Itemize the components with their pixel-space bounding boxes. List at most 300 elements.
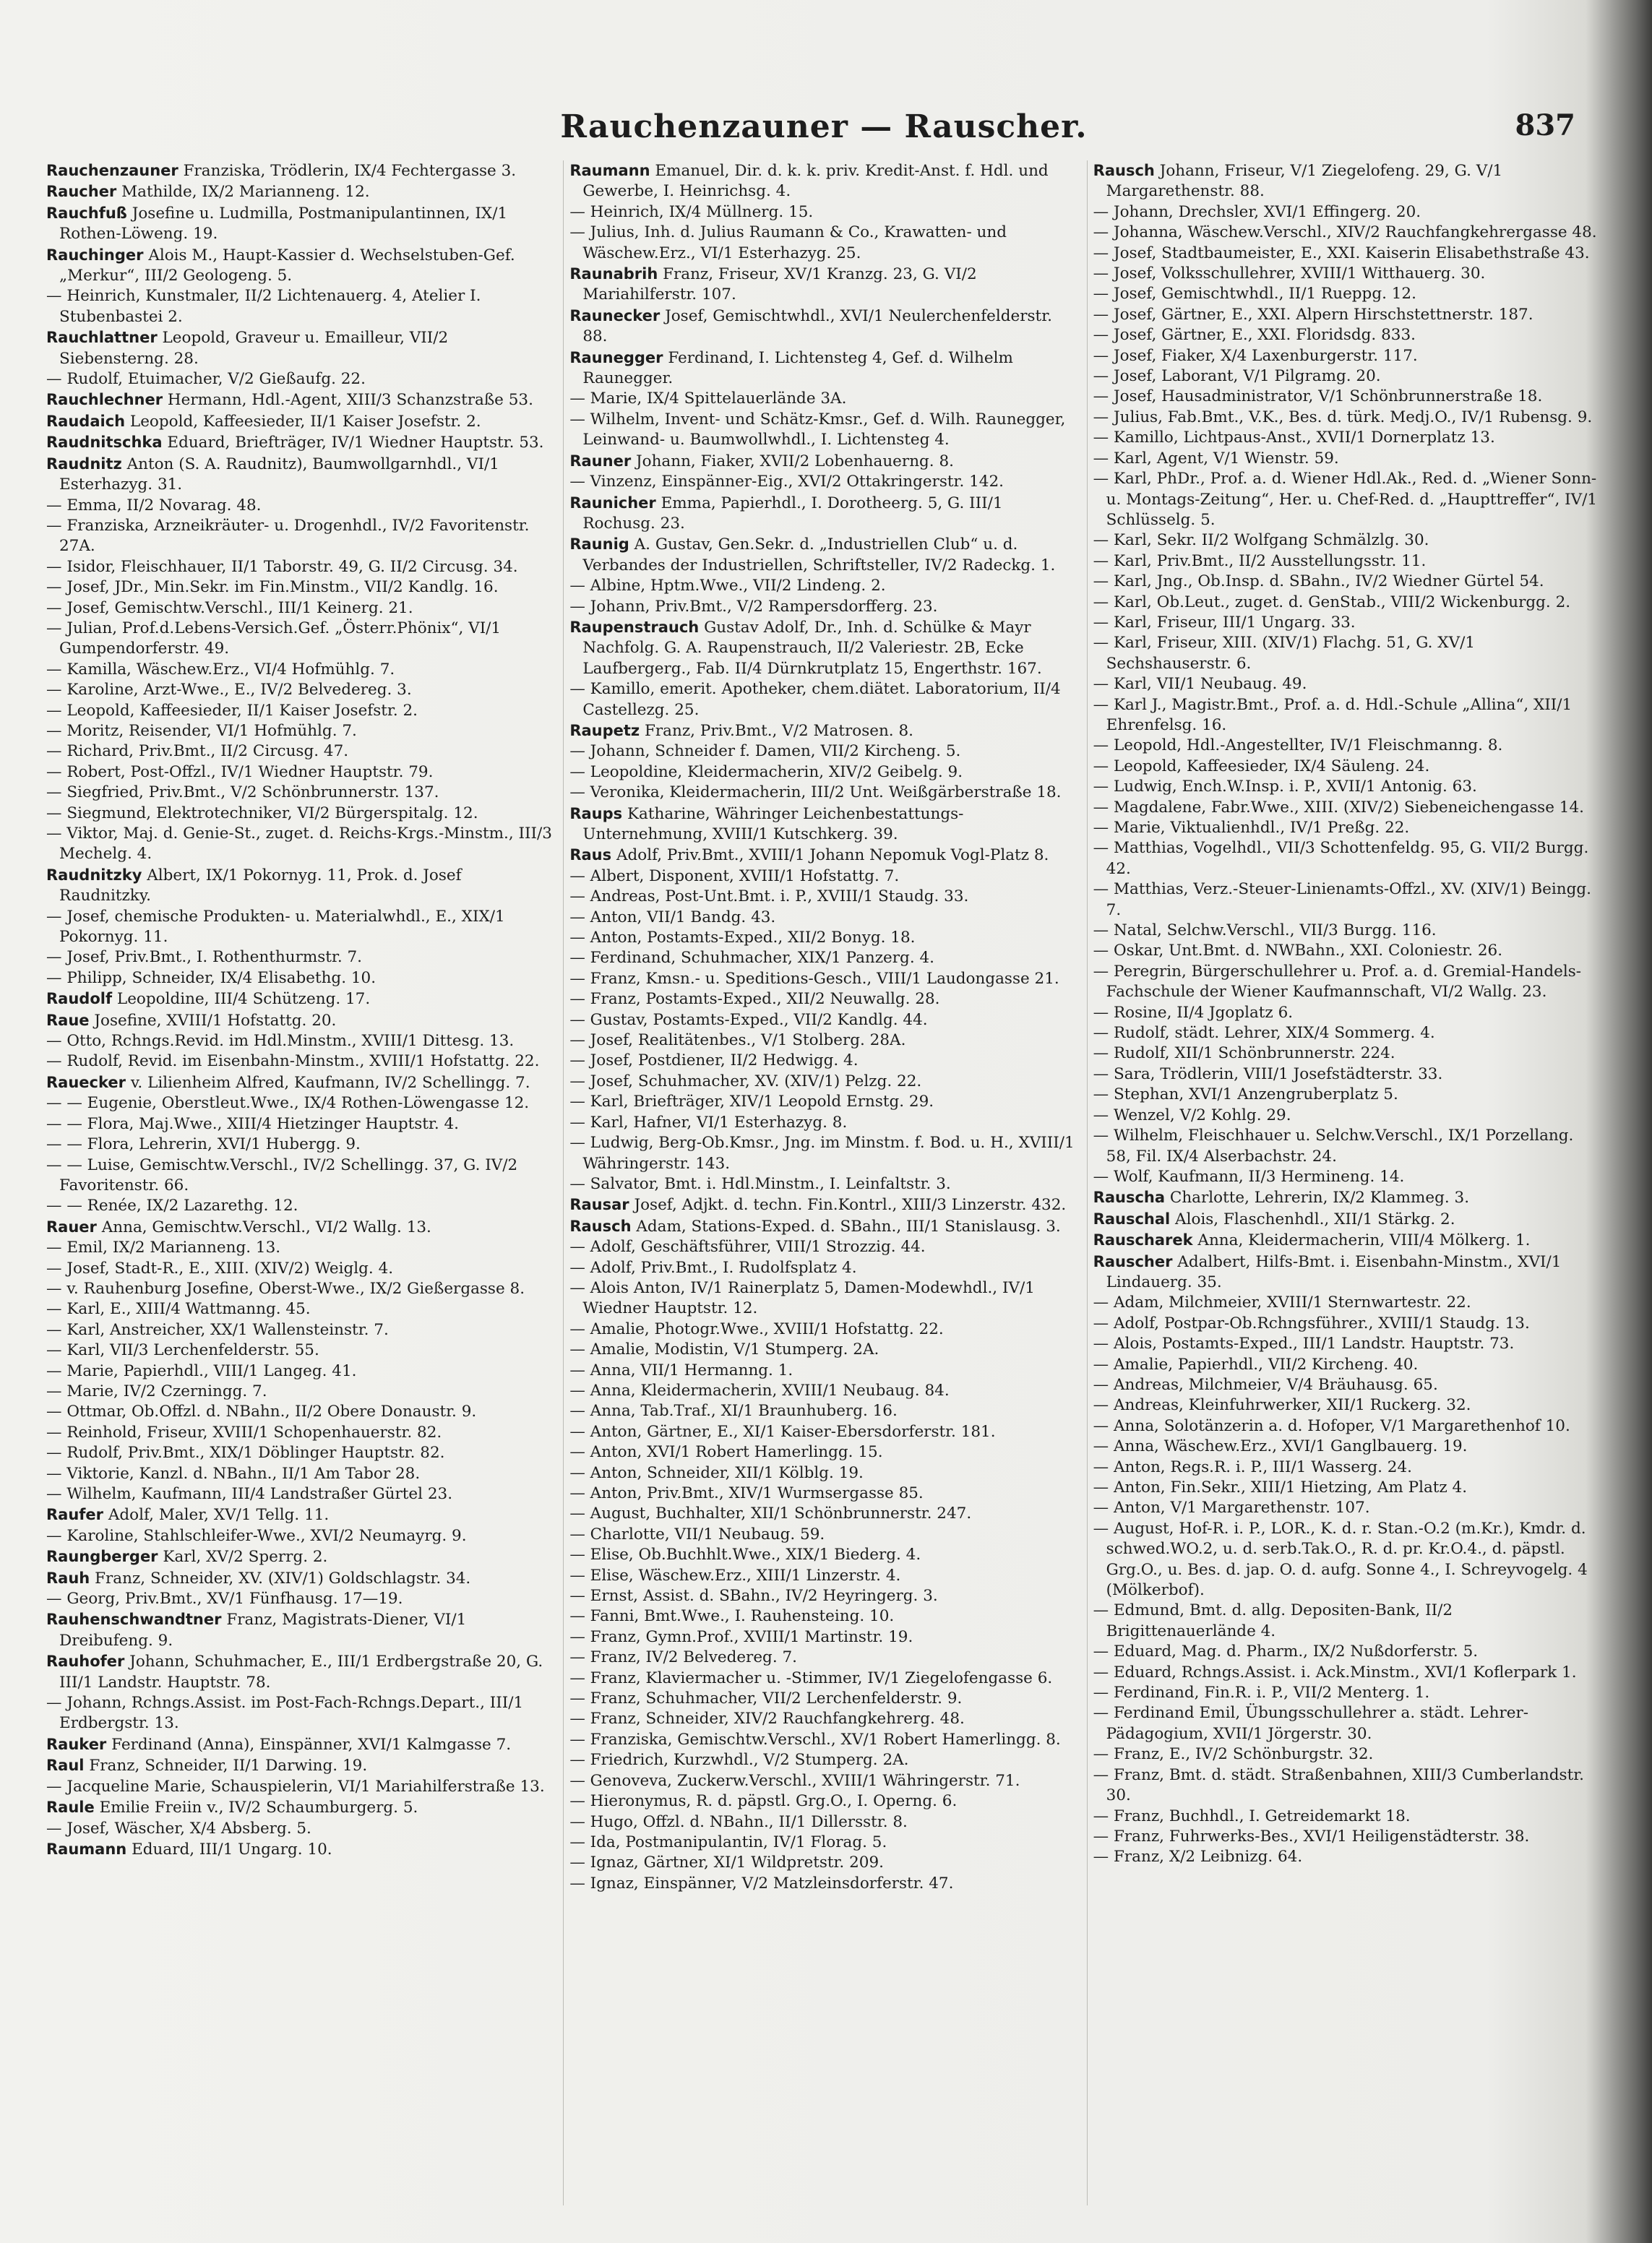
entry-details: — Elise, Wäschew.Erz., XIII/1 Linzerstr. 4. (569, 1566, 901, 1585)
entry-details: — Anton, Priv.Bmt., XIV/1 Wurmsergasse 85. (569, 1484, 924, 1502)
entry-details: — Karl, Friseur, XIII. (XIV/1) Flachg. 51, G. XV/1 Sechshauserstr. 6. (1093, 634, 1476, 673)
entry-details: Ferdinand (Anna), Einspänner, XVI/1 Kalmgasse 7. (106, 1735, 512, 1754)
entry-details: — Salvator, Bmt. i. Hdl.Minstm., I. Leinfaltstr. 3. (569, 1174, 951, 1193)
entry-surname: Raudaich (46, 412, 126, 430)
directory-entry (46, 1609, 553, 1651)
entry-details: Ferdinand, I. Lichtensteg 4, Gef. d. Wilhelm Raunegger. (582, 348, 1013, 388)
entry-details: — Isidor, Fleischhauer, II/1 Taborstr. 49, G. II/2 Circusg. 34. (46, 557, 518, 576)
entry-details: — Ida, Postmanipulantin, IV/1 Florag. 5. (569, 1833, 887, 1851)
entry-details: Adam, Stations-Exped. d. SBahn., III/1 Stanislausg. 3. (631, 1217, 1061, 1236)
directory-entry (569, 1689, 1076, 1709)
directory-entry (569, 1833, 1076, 1853)
entry-details: — Karl, Anstreicher, XX/1 Wallensteinstr. 7. (46, 1320, 389, 1339)
entry-details: — Anton, Regs.R. i. P., III/1 Wasserg. 24. (1093, 1458, 1412, 1476)
entry-details: Franz, Friseur, XV/1 Kranzg. 23, G. VI/2 Mariahilferstr. 107. (582, 265, 977, 304)
directory-entry (1093, 1847, 1600, 1867)
entry-details: — Emil, IX/2 Marianneng. 13. (46, 1239, 281, 1257)
entry-details: — Karl, Agent, V/1 Wienstr. 59. (1093, 449, 1339, 468)
entry-details: — Rudolf, Priv.Bmt., XIX/1 Döblinger Hauptstr. 82. (46, 1444, 445, 1463)
entry-details: — Josef, Gärtner, E., XXI. Alpern Hirschstettnerstr. 187. (1093, 305, 1533, 324)
entry-details: — Anna, VII/1 Hermanng. 1. (569, 1361, 793, 1379)
entry-details: v. Lilienheim Alfred, Kaufmann, IV/2 Schellingg. 7. (125, 1073, 530, 1092)
directory-entry (46, 1155, 553, 1197)
directory-entry (1093, 1355, 1600, 1375)
entry-details: Gustav Adolf, Dr., Inh. d. Schülke & Mayr Nachfolg. G. A. Raupenstrauch, II/2 Valeriestr. 2B, Ecke Laufbergerg., Fab. II/4 Dürnkrutplatz 15, Engerthstr. 167. (582, 618, 1042, 678)
entry-details: — Julius, Inh. d. Julius Raumann & Co., Krawatten- und Wäschew.Erz., VI/1 Esterhazyg. 25. (569, 223, 1007, 262)
directory-entry (46, 1734, 553, 1755)
entry-details: — Matthias, Vogelhdl., VII/3 Schottenfeldg. 95, G. VII/2 Burgg. 42. (1093, 839, 1589, 878)
directory-entry (1093, 244, 1600, 264)
entry-details: — Ludwig, Berg-Ob.Kmsr., Jng. im Minstm. f. Bod. u. H., XVIII/1 Währingerstr. 143. (569, 1134, 1075, 1173)
entry-details: Franz, Schneider, XV. (XIV/1) Goldschlagstr. 34. (90, 1569, 471, 1588)
entry-details: — August, Hof-R. i. P., LOR., K. d. r. Stan.-O.2 (m.Kr.), Kmdr. d. schwed.WO.2, u. d. serb.Tak.O., R. d. pr. Kr.O.4., d. päpstl. Grg.O., u. Bes. d. jap. O. d. aufg. Sonne 4., I. Schreyvogelg. 4 (Mölkerbof). (1093, 1519, 1588, 1600)
entry-details: — Karl, Briefträger, XIV/1 Leopold Ernstg. 29. (569, 1093, 934, 1111)
entry-details: — Amalie, Photogr.Wwe., XVIII/1 Hofstattg. 22. (569, 1319, 944, 1338)
directory-entry (569, 1484, 1076, 1504)
entry-surname: Raunegger (569, 348, 663, 366)
directory-entry (1093, 593, 1600, 613)
directory-entry (1093, 469, 1600, 530)
directory-entry (569, 1030, 1076, 1051)
directory-entry (569, 1174, 1076, 1194)
directory-entry (1093, 1642, 1600, 1662)
entry-details: — Anton, Fin.Sekr., XIII/1 Hietzing, Am Platz 4. (1093, 1478, 1468, 1497)
entry-details: — Josef, Stadt-R., E., XIII. (XIV/2) Weiglg. 4. (46, 1259, 394, 1278)
entry-details: — Kamillo, Lichtpaus-Anst., XVII/1 Dornerplatz 13. (1093, 429, 1495, 447)
entry-details: — Josef, Postdiener, II/2 Hedwigg. 4. (569, 1051, 859, 1070)
entry-details: — Karl, Hafner, VI/1 Esterhazyg. 8. (569, 1113, 848, 1132)
directory-entry (46, 496, 553, 516)
entry-details: — Richard, Priv.Bmt., II/2 Circusg. 47. (46, 742, 349, 761)
column-middle (563, 160, 1076, 2205)
entry-details: — Edmund, Bmt. d. allg. Depositen-Bank, II/2 Brigittenauerlände 4. (1093, 1601, 1453, 1640)
entry-details: — Elise, Ob.Buchhlt.Wwe., XIX/1 Biederg. 4. (569, 1546, 921, 1564)
entry-details: Johann, Friseur, V/1 Ziegelofeng. 29, G. V/1 Margarethenstr. 88. (1106, 162, 1503, 201)
directory-entry (46, 1839, 553, 1860)
directory-entry (1093, 1106, 1600, 1126)
entry-details: — Franz, E., IV/2 Schönburgstr. 32. (1093, 1745, 1374, 1764)
entry-details: — Heinrich, IX/4 Müllnerg. 15. (569, 202, 814, 221)
directory-entry (46, 598, 553, 619)
directory-entry (46, 160, 553, 181)
entry-details: — Robert, Post-Offzl., IV/1 Wiedner Hauptstr. 79. (46, 762, 434, 781)
directory-entry (1093, 1663, 1600, 1683)
directory-entry (46, 1819, 553, 1839)
entry-surname: Rauchlattner (46, 329, 158, 347)
entry-details: — Franz, X/2 Leibnizg. 64. (1093, 1848, 1303, 1867)
entry-details: — Stephan, XVI/1 Anzengruberplatz 5. (1093, 1085, 1398, 1104)
entry-details: — Johann, Drechsler, XVI/1 Effingerg. 20. (1093, 202, 1421, 221)
directory-entry (569, 783, 1076, 803)
entry-details: Franz, Schneider, II/1 Darwing. 19. (84, 1757, 368, 1775)
entry-details: — Georg, Priv.Bmt., XV/1 Fünfhausg. 17—19. (46, 1590, 403, 1609)
directory-entry (1093, 346, 1600, 366)
entry-surname: Raudnitz (46, 455, 122, 473)
directory-entry (1093, 1375, 1600, 1395)
directory-entry (569, 1258, 1076, 1278)
directory-entry (569, 410, 1076, 451)
directory-entry (46, 701, 553, 721)
entry-details: Karl, XV/2 Sperrg. 2. (158, 1548, 328, 1567)
directory-entry (46, 1777, 553, 1797)
directory-entry (1093, 695, 1600, 736)
directory-entry (569, 1586, 1076, 1606)
entry-details: — Karl, PhDr., Prof. a. d. Wiener Hdl.Ak., Red. d. „Wiener Sonn- u. Montags-Zeitung“, Her. u. Chef-Red. d. „Haupttreffer“, IV/1 Schlüsselg. 5. (1093, 470, 1598, 529)
entry-details: — Josef, Laborant, V/1 Pilgramg. 20. (1093, 367, 1381, 386)
entry-details: — Amalie, Papierhdl., VII/2 Kircheng. 40. (1093, 1355, 1419, 1374)
directory-entry (1093, 530, 1600, 551)
directory-entry (46, 369, 553, 389)
entry-details: Franz, Priv.Bmt., V/2 Matrosen. 8. (640, 721, 913, 740)
directory-entry (1093, 1043, 1600, 1064)
entry-details: Leopold, Kaffeesieder, II/1 Kaiser Josefstr. 2. (125, 412, 481, 431)
entry-details: — Gustav, Postamts-Exped., VII/2 Kandlg. 44. (569, 1010, 928, 1029)
entry-details: — — Luise, Gemischtw.Verschl., IV/2 Schellingg. 37, G. IV/2 Favoritenstr. 66. (46, 1155, 518, 1194)
directory-entry (569, 1401, 1076, 1421)
entry-details: — Leopold, Kaffeesieder, II/1 Kaiser Josefstr. 2. (46, 701, 418, 720)
entry-details: — Karl, Friseur, III/1 Ungarg. 33. (1093, 613, 1356, 632)
directory-entry (46, 1010, 553, 1031)
entry-surname: Raupetz (569, 721, 640, 739)
entry-details: — Albine, Hptm.Wwe., VII/2 Lindeng. 2. (569, 577, 886, 595)
directory-entry (1093, 572, 1600, 592)
directory-entry (46, 286, 553, 327)
entry-details: Adolf, Maler, XV/1 Tellg. 11. (103, 1506, 330, 1525)
directory-entry (569, 160, 1076, 202)
entry-details: — Anna, Wäschew.Erz., XVI/1 Ganglbauerg. 19. (1093, 1437, 1468, 1456)
directory-entry (1093, 757, 1600, 777)
entry-details: — Anton, V/1 Margarethenstr. 107. (1093, 1499, 1370, 1517)
entry-details: — Franz, Buchhdl., I. Getreidemarkt 18. (1093, 1807, 1411, 1825)
directory-entry (46, 721, 553, 741)
entry-details: Anna, Gemischtw.Verschl., VI/2 Wallg. 13. (96, 1218, 431, 1236)
directory-entry (46, 516, 553, 557)
directory-entry (46, 411, 553, 432)
directory-entry (1093, 1003, 1600, 1023)
directory-entry (1093, 1601, 1600, 1642)
directory-entry (1093, 633, 1600, 674)
entry-details: — Karl, Sekr. II/2 Wolfgang Schmälzlg. 30. (1093, 531, 1429, 550)
directory-entry (569, 1133, 1076, 1174)
entry-details: — Viktorie, Kanzl. d. NBahn., II/1 Am Tabor 28. (46, 1464, 421, 1483)
directory-entry (1093, 202, 1600, 223)
directory-entry (1093, 284, 1600, 304)
directory-entry (1093, 1126, 1600, 1167)
directory-entry (46, 660, 553, 680)
directory-entry (569, 451, 1076, 472)
directory-entry (46, 865, 553, 907)
entry-details: — Franz, Kmsn.- u. Speditions-Gesch., VIII/1 Laudongasse 21. (569, 969, 1059, 988)
directory-entry (569, 1442, 1076, 1463)
directory-entry (1093, 1498, 1600, 1518)
directory-entry (569, 1194, 1076, 1215)
entry-details: — Andreas, Kleinfuhrwerker, XII/1 Ruckerg. 32. (1093, 1396, 1471, 1415)
directory-entry (46, 1196, 553, 1216)
directory-entry (46, 619, 553, 660)
entry-details: — Johann, Rchngs.Assist. im Post-Fach-Rchngs.Depart., III/1 Erdbergstr. 13. (46, 1694, 524, 1733)
entry-details: — Julian, Prof.d.Lebens-Versich.Gef. „Österr.Phönix“, VI/1 Gumpendorferstr. 49. (46, 619, 502, 658)
entry-surname: Raups (569, 804, 623, 822)
directory-entry (569, 845, 1076, 866)
entry-details: — Leopold, Kaffeesieder, IX/4 Säuleng. 24. (1093, 757, 1430, 775)
directory-entry (46, 1526, 553, 1546)
column-left (46, 160, 553, 2205)
entry-details: — Karl, VII/1 Neubaug. 49. (1093, 675, 1307, 694)
entry-details: — Ottmar, Ob.Offzl. d. NBahn., II/2 Obere Donaustr. 9. (46, 1403, 477, 1421)
entry-surname: Raue (46, 1011, 90, 1029)
entry-surname: Rauchenzauner (46, 162, 178, 179)
entry-details: — Josef, Schuhmacher, XV. (XIV/1) Pelzg. 22. (569, 1072, 922, 1090)
directory-entry (569, 1072, 1076, 1092)
entry-surname: Raudnitzky (46, 866, 142, 884)
directory-entry (46, 1797, 553, 1818)
entry-details: — Franz, Gymn.Prof., XVIII/1 Martinstr. 19. (569, 1627, 913, 1646)
directory-entry (46, 1259, 553, 1279)
directory-entry (569, 1463, 1076, 1484)
directory-entry (46, 680, 553, 700)
entry-details: — Franz, Fuhrwerks-Bes., XVI/1 Heiligenstädterstr. 38. (1093, 1827, 1530, 1846)
directory-entry (1093, 1807, 1600, 1827)
entry-details: — Karl, Priv.Bmt., II/2 Ausstellungsstr. 11. (1093, 551, 1427, 570)
entry-details: — Josef, Wäscher, X/4 Absberg. 5. (46, 1819, 311, 1838)
entry-details: Albert, IX/1 Pokornyg. 11, Prok. d. Josef Raudnitzky. (59, 866, 462, 905)
entry-surname: Raul (46, 1757, 85, 1775)
entry-details: Franziska, Trödlerin, IX/4 Fechtergasse 3. (178, 162, 517, 180)
directory-entry (1093, 1209, 1600, 1230)
directory-entry (569, 1361, 1076, 1381)
directory-entry (1093, 1023, 1600, 1043)
entry-details: — Anna, Kleidermacherin, XVIII/1 Neubaug. 84. (569, 1381, 950, 1400)
entry-details: — Josef, Hausadministrator, V/1 Schönbrunnerstraße 18. (1093, 387, 1543, 406)
entry-surname: Raunecker (569, 306, 661, 324)
directory-entry (569, 264, 1076, 306)
page-number: 837 (1515, 108, 1575, 142)
directory-entry (46, 989, 553, 1009)
entry-details: — Andreas, Post-Unt.Bmt. i. P., XVIII/1 Staudg. 33. (569, 887, 969, 906)
directory-entry (46, 1755, 553, 1776)
entry-details: — Josef, Gärtner, E., XXI. Floridsdg. 833. (1093, 326, 1416, 345)
directory-entry (569, 597, 1076, 617)
entry-details: — Emma, II/2 Novarag. 48. (46, 496, 262, 515)
entry-surname: Raunicher (569, 494, 656, 512)
directory-entry (46, 1320, 553, 1340)
directory-entry (1093, 1252, 1600, 1293)
directory-entry (1093, 305, 1600, 325)
directory-entry (46, 762, 553, 783)
directory-entry (1093, 449, 1600, 469)
entry-details: Alois, Flaschenhdl., XII/1 Stärkg. 2. (1170, 1210, 1455, 1228)
directory-entry (1093, 551, 1600, 572)
entry-details: — Siegfried, Priv.Bmt., V/2 Schönbrunnerstr. 137. (46, 783, 439, 802)
directory-entry (46, 1340, 553, 1361)
entry-surname: Raupenstrauch (569, 618, 700, 636)
directory-entry (1093, 1395, 1600, 1416)
entry-details: — Genoveva, Zuckerw.Verschl., XVIII/1 Währingerstr. 71. (569, 1771, 1020, 1790)
entry-details: — Alois, Postamts-Exped., III/1 Landstr. Hauptstr. 73. (1093, 1335, 1515, 1353)
entry-details: — Eduard, Mag. d. Pharm., IX/2 Nußdorferstr. 5. (1093, 1643, 1479, 1661)
entry-details: Eduard, III/1 Ungarg. 10. (126, 1840, 332, 1859)
entry-details: — Franz, Schuhmacher, VII/2 Lerchenfelderstr. 9. (569, 1689, 963, 1708)
entry-details: — Josef, Gemischtwhdl., II/1 Rueppg. 12. (1093, 285, 1416, 303)
entry-details: — Karoline, Arzt-Wwe., E., IV/2 Belvedereg. 3. (46, 681, 412, 699)
entry-surname: Rauchfuß (46, 204, 127, 222)
directory-entry (46, 1382, 553, 1402)
directory-entry (46, 1484, 553, 1504)
entry-details: — Anton, VII/1 Bandg. 43. (569, 908, 776, 926)
entry-details: — — Renée, IX/2 Lazarethg. 12. (46, 1197, 298, 1215)
directory-entry (46, 783, 553, 803)
entry-surname: Rausch (1093, 162, 1155, 179)
directory-entry (1093, 1827, 1600, 1847)
directory-entry (46, 968, 553, 989)
directory-entry (46, 1217, 553, 1238)
entry-surname: Rauker (46, 1735, 107, 1753)
directory-entry (46, 907, 553, 948)
directory-entry (569, 866, 1076, 887)
directory-entry (1093, 325, 1600, 345)
entry-details: Johann, Schuhmacher, E., III/1 Erdbergstraße 20, G. III/1 Landstr. Hauptstr. 78. (59, 1653, 543, 1692)
entry-details: — Karl, Ob.Leut., zuget. d. GenStab., VIII/2 Wickenburgg. 2. (1093, 593, 1571, 611)
entry-details: Josef, Adjkt. d. techn. Fin.Kontrl., XIII/3 Linzerstr. 432. (629, 1196, 1067, 1215)
entry-details: Alois M., Haupt-Kassier d. Wechselstuben-Gef. „Merkur“, III/2 Geologeng. 5. (59, 246, 515, 285)
entry-surname: Raungberger (46, 1548, 158, 1566)
entry-details: — Adolf, Postpar-Ob.Rchngsführer., XVIII/1 Staudg. 13. (1093, 1314, 1530, 1333)
directory-entry (1093, 387, 1600, 407)
directory-entry (46, 203, 553, 245)
entry-details: Leopold, Graveur u. Emailleur, VII/2 Siebensterng. 28. (59, 329, 449, 368)
entry-details: — Ernst, Assist. d. SBahn., IV/2 Heyringerg. 3. (569, 1587, 938, 1606)
entry-details: — Ferdinand, Schuhmacher, XIX/1 Panzerg. 4. (569, 949, 935, 968)
entry-details: — Hugo, Offzl. d. NBahn., II/1 Dillersstr. 8. (569, 1812, 908, 1831)
entry-details: Charlotte, Lehrerin, IX/2 Klammeg. 3. (1165, 1189, 1470, 1207)
directory-entry (1093, 408, 1600, 428)
entry-details: — Alois Anton, IV/1 Rainerplatz 5, Damen-Modewhdl., IV/1 Wiedner Hauptstr. 12. (569, 1278, 1035, 1318)
directory-entry (46, 1072, 553, 1093)
entry-details: — Siegmund, Elektrotechniker, VI/2 Bürgerspitalg. 12. (46, 804, 478, 822)
entry-details: Johann, Fiaker, XVII/2 Lobenhauerng. 8. (631, 452, 954, 470)
directory-entry (569, 1340, 1076, 1360)
entry-details: Katharine, Währinger Leichenbestattungs-Unternehmung, XVIII/1 Kutschkerg. 39. (582, 804, 964, 843)
entry-details: — Rudolf, städt. Lehrer, XIX/4 Sommerg. 4. (1093, 1024, 1435, 1043)
entry-details: — Franziska, Gemischtw.Verschl., XV/1 Robert Hamerlingg. 8. (569, 1730, 1061, 1749)
entry-details: — Ignaz, Gärtner, XI/1 Wildpretstr. 209. (569, 1854, 884, 1872)
entry-details: — Natal, Selchw.Verschl., VII/3 Burgg. 116. (1093, 921, 1437, 940)
directory-entry (46, 1423, 553, 1443)
entry-surname: Raumann (46, 1840, 127, 1858)
directory-entry (46, 1135, 553, 1155)
entry-details: — Kamillo, emerit. Apotheker, chem.diätet. Laboratorium, II/4 Castellezg. 25. (569, 680, 1061, 719)
entry-details: — Karl, VII/3 Lerchenfelderstr. 55. (46, 1341, 319, 1360)
directory-entry (569, 1092, 1076, 1112)
entry-surname: Rauner (569, 452, 632, 470)
directory-entry (1093, 1167, 1600, 1187)
entry-details: — Franz, Schneider, XIV/2 Rauchfangkehrerg. 48. (569, 1710, 965, 1728)
entry-details: — Josef, JDr., Min.Sekr. im Fin.Minstm., VII/2 Kandlg. 16. (46, 578, 499, 597)
entry-details: — Vinzenz, Einspänner-Eig., XVI/2 Ottakringerstr. 142. (569, 473, 1004, 491)
entry-details: — Josef, chemische Produkten- u. Materialwhdl., E., XIX/1 Pokornyg. 11. (46, 907, 505, 947)
entry-details: — Wilhelm, Invent- und Schätz-Kmsr., Gef. d. Wilh. Raunegger, Leinwand- u. Baumwollwhdl., I. Lichtensteg 4. (569, 410, 1066, 449)
entry-details: — August, Buchhalter, XII/1 Schönbrunnerstr. 247. (569, 1504, 972, 1523)
directory-entry (1093, 777, 1600, 797)
entry-details: Emilie Freiin v., IV/2 Schaumburgerg. 5. (94, 1799, 418, 1817)
directory-entry (1093, 879, 1600, 921)
entry-details: — Leopoldine, Kleidermacherin, XIV/2 Geibelg. 9. (569, 762, 963, 781)
directory-entry (46, 1589, 553, 1609)
entry-details: — Karl, Jng., Ob.Insp. d. SBahn., IV/2 Wiedner Gürtel 54. (1093, 572, 1544, 591)
entry-details: — Marie, Papierhdl., VIII/1 Langeg. 41. (46, 1361, 357, 1380)
entry-details: — Johann, Priv.Bmt., V/2 Rampersdorfferg. 23. (569, 597, 938, 616)
directory-entry (1093, 1458, 1600, 1478)
directory-entry (46, 1546, 553, 1567)
entry-details: — Anna, Tab.Traf., XI/1 Braunhuberg. 16. (569, 1402, 898, 1421)
directory-entry (569, 534, 1076, 576)
entry-details: Emma, Papierhdl., I. Dorotheerg. 5, G. III/1 Rochusg. 23. (582, 494, 1003, 533)
directory-entry (569, 1422, 1076, 1442)
directory-entry (1093, 1765, 1600, 1807)
entry-details: — Rudolf, Etuimacher, V/2 Gießaufg. 22. (46, 370, 366, 389)
entry-details: — Peregrin, Bürgerschullehrer u. Prof. a. d. Gremial-Handels-Fachschule der Wiener Kaufmannschaft, VI/2 Wallg. 23. (1093, 962, 1581, 1002)
directory-entry (569, 804, 1076, 845)
directory-entry (1093, 264, 1600, 284)
entry-details: — Ferdinand, Fin.R. i. P., VII/2 Menterg. 1. (1093, 1684, 1430, 1702)
entry-details: — Moritz, Reisender, VI/1 Hofmühlg. 7. (46, 721, 357, 740)
entry-surname: Rausch (569, 1217, 632, 1235)
entry-surname: Rauscha (1093, 1189, 1166, 1207)
entry-details: — Anton, Postamts-Exped., XII/2 Bonyg. 18. (569, 929, 916, 947)
entry-details: — Friedrich, Kurzwhdl., V/2 Stumperg. 2A. (569, 1751, 909, 1770)
entry-details: — Philipp, Schneider, IX/4 Elisabethg. 10. (46, 968, 377, 987)
directory-entry (569, 306, 1076, 348)
entry-details: — Ferdinand Emil, Übungsschullehrer a. städt. Lehrer-Pädagogium, XVII/1 Jörgerstr. 30. (1093, 1704, 1529, 1743)
entry-details: — Rudolf, XII/1 Schönbrunnerstr. 224. (1093, 1044, 1395, 1063)
entry-details: Emanuel, Dir. d. k. k. priv. Kredit-Anst. f. Hdl. und Gewerbe, I. Heinrichsg. 4. (582, 162, 1049, 201)
entry-details: — Anton, Schneider, XII/1 Kölblg. 19. (569, 1463, 864, 1482)
entry-surname: Raucher (46, 183, 117, 201)
directory-entry (569, 1051, 1076, 1071)
entry-details: Franz, Magistrats-Diener, VI/1 Dreibufeng. 9. (59, 1611, 467, 1650)
entry-details: — Magdalene, Fabr.Wwe., XIII. (XIV/2) Siebeneichengasse 14. (1093, 798, 1584, 817)
entry-surname: Rauschal (1093, 1210, 1171, 1228)
entry-details: — v. Rauhenburg Josefine, Oberst-Wwe., IX/2 Gießergasse 8. (46, 1279, 525, 1298)
entry-details: — Oskar, Unt.Bmt. d. NWBahn., XXI. Coloniestr. 26. (1093, 942, 1503, 960)
directory-entry (1093, 1187, 1600, 1208)
entry-details: Josefine u. Ludmilla, Postmanipulantinnen, IX/1 Rothen-Löweng. 19. (59, 204, 508, 244)
entry-details: — Rudolf, Revid. im Eisenbahn-Minstm., XVIII/1 Hofstattg. 22. (46, 1052, 540, 1071)
entry-details: — Anton, Gärtner, E., XI/1 Kaiser-Ebersdorferstr. 181. (569, 1422, 996, 1441)
entry-details: — Franz, Postamts-Exped., XII/2 Neuwallg. 28. (569, 990, 940, 1009)
directory-entry (569, 762, 1076, 783)
directory-entry (1093, 160, 1600, 202)
entry-details: — Sara, Trödlerin, VIII/1 Josefstädterstr. 33. (1093, 1064, 1443, 1083)
directory-entry (1093, 941, 1600, 961)
directory-entry (46, 804, 553, 824)
entry-details: — Franziska, Arzneikräuter- u. Drogenhdl., IV/2 Favoritenstr. 27A. (46, 516, 530, 556)
directory-entry (1093, 1437, 1600, 1457)
directory-entry (46, 1464, 553, 1484)
entry-surname: Raudnitschka (46, 434, 163, 452)
directory-entry (569, 1669, 1076, 1689)
entry-details: — Wolf, Kaufmann, II/3 Hermineng. 14. (1093, 1167, 1405, 1186)
entry-details: — Josef, Volksschullehrer, XVIII/1 Witthauerg. 30. (1093, 264, 1486, 283)
directory-entry (569, 223, 1076, 264)
directory-entry (569, 1730, 1076, 1750)
directory-entry (1093, 1293, 1600, 1313)
entry-surname: Rauscher (1093, 1252, 1173, 1270)
entry-details: Eduard, Briefträger, IV/1 Wiedner Hauptstr. 53. (162, 434, 544, 452)
entry-details: — — Flora, Maj.Wwe., XIII/4 Hietzinger Hauptstr. 4. (46, 1114, 459, 1133)
entry-details: — Hieronymus, R. d. päpstl. Grg.O., I. Operng. 6. (569, 1792, 958, 1811)
entry-details: — Marie, Viktualienhdl., IV/1 Preßg. 22. (1093, 819, 1410, 837)
